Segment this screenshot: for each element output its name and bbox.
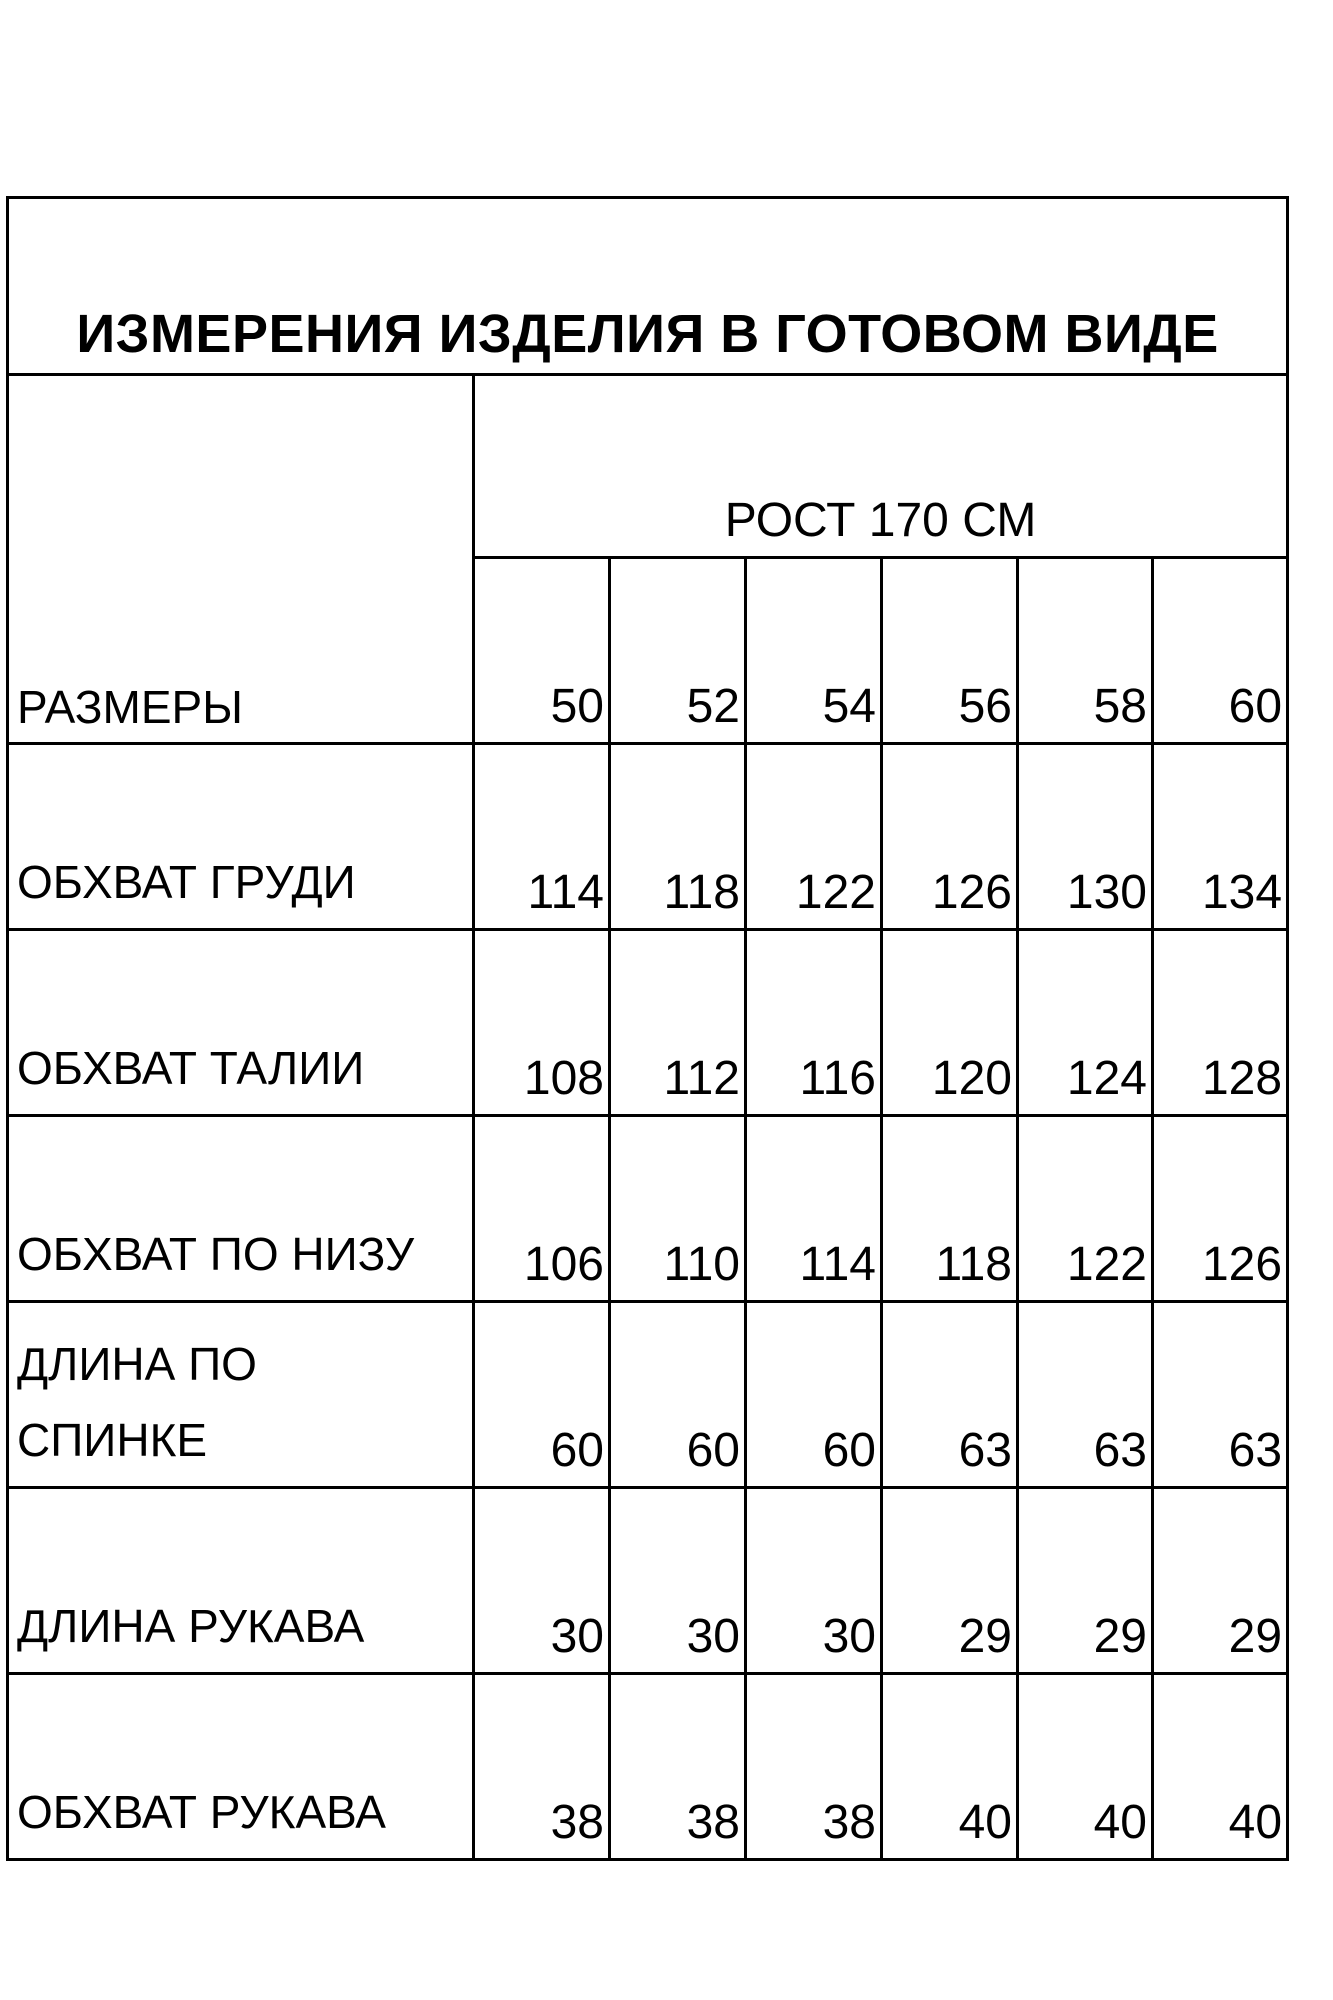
row-label: ОБХВАТ РУКАВА xyxy=(8,1674,474,1860)
cell-value: 38 xyxy=(746,1674,882,1860)
size-value: 56 xyxy=(882,558,1018,744)
sizes-label: РАЗМЕРЫ xyxy=(8,375,474,744)
cell-value: 128 xyxy=(1153,930,1288,1116)
cell-value: 40 xyxy=(1018,1674,1153,1860)
cell-value: 106 xyxy=(474,1116,610,1302)
table-row xyxy=(8,744,1288,930)
size-value: 50 xyxy=(474,558,610,744)
cell-value: 122 xyxy=(1018,1116,1153,1302)
cell-value: 30 xyxy=(746,1488,882,1674)
cell-value: 38 xyxy=(610,1674,746,1860)
cell-value: 114 xyxy=(746,1116,882,1302)
table-row xyxy=(8,930,1288,1116)
height-row xyxy=(8,375,1288,558)
table-row xyxy=(8,1302,1288,1488)
size-value: 52 xyxy=(610,558,746,744)
cell-value: 130 xyxy=(1018,744,1153,930)
size-value: 54 xyxy=(746,558,882,744)
cell-value: 60 xyxy=(610,1302,746,1488)
size-chart-table xyxy=(6,196,1289,1861)
cell-value: 124 xyxy=(1018,930,1153,1116)
cell-value: 122 xyxy=(746,744,882,930)
row-label-wrap xyxy=(8,1302,474,1488)
row-label: ДЛИНА ПО СПИНКЕ xyxy=(17,1338,257,1466)
cell-value: 60 xyxy=(746,1302,882,1488)
cell-value: 63 xyxy=(1018,1302,1153,1488)
cell-value: 118 xyxy=(882,1116,1018,1302)
table-title: ИЗМЕРЕНИЯ ИЗДЕЛИЯ В ГОТОВОМ ВИДЕ xyxy=(8,198,1288,375)
cell-value: 126 xyxy=(1153,1116,1288,1302)
cell-value: 29 xyxy=(882,1488,1018,1674)
cell-value: 30 xyxy=(474,1488,610,1674)
row-label: ОБХВАТ ПО НИЗУ xyxy=(8,1116,474,1302)
cell-value: 134 xyxy=(1153,744,1288,930)
cell-value: 112 xyxy=(610,930,746,1116)
cell-value: 120 xyxy=(882,930,1018,1116)
table-row xyxy=(8,1116,1288,1302)
cell-value: 114 xyxy=(474,744,610,930)
table-row xyxy=(8,1488,1288,1674)
cell-value: 60 xyxy=(474,1302,610,1488)
cell-value: 116 xyxy=(746,930,882,1116)
cell-value: 110 xyxy=(610,1116,746,1302)
cell-value: 30 xyxy=(610,1488,746,1674)
cell-value: 126 xyxy=(882,744,1018,930)
title-row xyxy=(8,198,1288,375)
cell-value: 40 xyxy=(1153,1674,1288,1860)
row-label: ОБХВАТ ГРУДИ xyxy=(8,744,474,930)
size-value: 58 xyxy=(1018,558,1153,744)
cell-value: 38 xyxy=(474,1674,610,1860)
cell-value: 108 xyxy=(474,930,610,1116)
cell-value: 118 xyxy=(610,744,746,930)
cell-value: 63 xyxy=(882,1302,1018,1488)
row-label: ДЛИНА РУКАВА xyxy=(8,1488,474,1674)
size-value: 60 xyxy=(1153,558,1288,744)
cell-value: 29 xyxy=(1018,1488,1153,1674)
table-row xyxy=(8,1674,1288,1860)
row-label: ОБХВАТ ТАЛИИ xyxy=(8,930,474,1116)
height-label: РОСТ 170 СМ xyxy=(474,375,1288,558)
cell-value: 40 xyxy=(882,1674,1018,1860)
cell-value: 29 xyxy=(1153,1488,1288,1674)
cell-value: 63 xyxy=(1153,1302,1288,1488)
